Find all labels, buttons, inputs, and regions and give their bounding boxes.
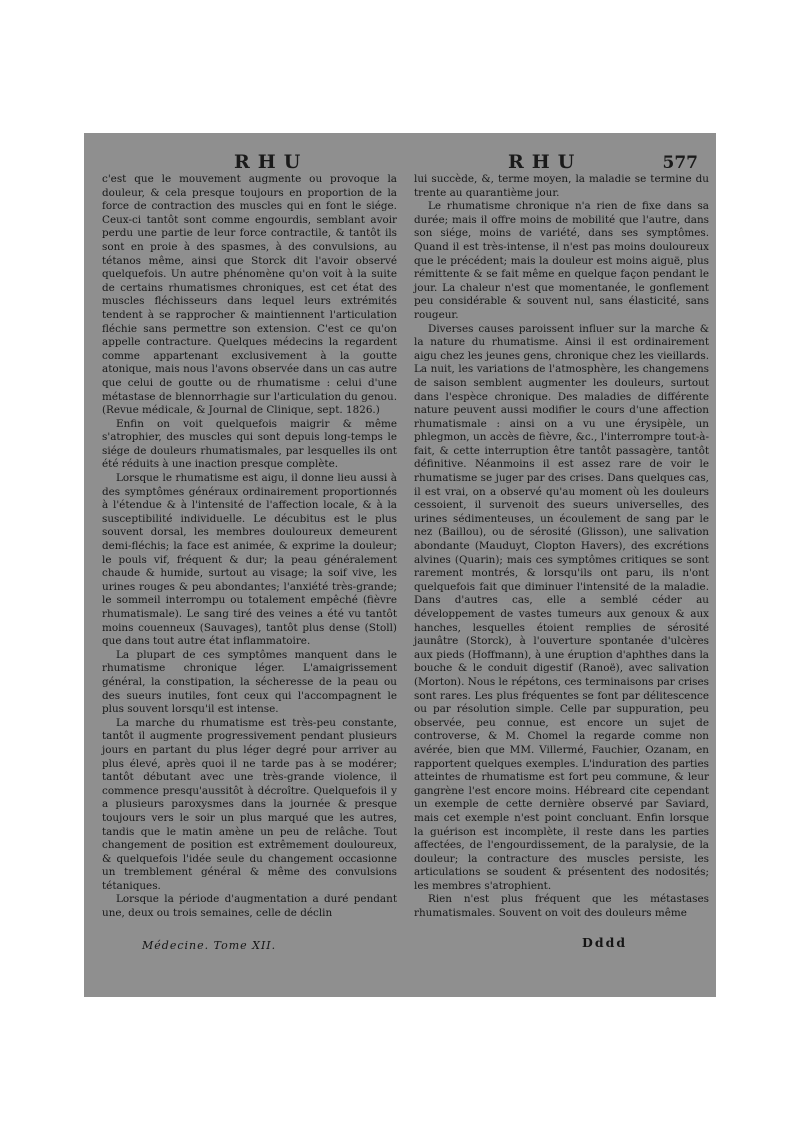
volume-signature: Médecine. Tome XII. [142,939,277,952]
paragraph: Lorsque le rhumatisme est aigu, il donne lieu aussi à des symptômes généraux ordinairement proportionnés à l'étendue & à l'intensité de l'affection locale, & à la susceptibilité individuelle. Le décubitus est le plus souvent dorsal, les membres douloureux demeurent demi-fléchis; la face est animée, & exprime la douleur; le pouls vif, fréquent & dur; la peau généralement chaude & humide, surtout au visage; la soif vive, les urines rouges & peu abondantes; l'anxiété très-grande; le sommeil interrompu ou totalement empêché (fièvre rhumatismale). Le sang tiré des veines a été vu tantôt moins couenneux (Sauvages), tantôt plus dense (Stoll) que dans tout autre état inflammatoire. [102,472,397,648]
paragraph: La marche du rhumatisme est très-peu constante, tantôt il augmente progressivement pendant plusieurs jours en partant du plus léger degré pour arriver au plus élevé, après quoi il ne tarde pas à se modérer; tantôt débutant avec une très-grande violence, il commence presqu'aussitôt à décroître. Quelquefois il y a plusieurs paroxysmes dans la journée & presque toujours vers le soir un plus marqué que les autres, tandis que le matin amène un peu de relâche. Tout changement de position est extrêmement douloureux, & quelquefois l'idée seule du changement occasionne un tremblement général & même des convulsions tétaniques. [102,716,397,892]
paragraph: lui succède, &, terme moyen, la maladie se termine du trente au quarantième jour. [414,173,709,199]
paragraph: c'est que le mouvement augmente ou provoque la douleur, & cela presque toujours en proportion de la force de contraction des muscles qui en font le siége. Ceux-ci tantôt sont comme engourdis, semblant avoir perdu une partie de leur force contractile, & tantôt ils sont en proie à des spasmes, à des convulsions, au tétanos même, ainsi que Storck dit l'avoir observé quelquefois. Un autre phénomène qu'on voit à la suite de certains rhumatismes chroniques, est cet état des muscles fléchisseurs dans lequel leurs extrémités tendent à se rapprocher & maintiennent l'articulation fléchie sans permettre son extension. C'est ce qu'on appelle contracture. Quelques médecins la regardent comme appartenant exclusivement à la goutte atonique, mais nous l'avons observée dans un cas autre que celui de goutte ou de rhumatisme : celui d'une métastase de blennorrhagie sur l'articulation du genou. (Revue médicale, & Journal de Clinique, sept. 1826.) [102,173,397,417]
page-number: 577 [662,153,698,173]
gathering-signature: Dddd [582,935,628,950]
paragraph: La plupart de ces symptômes manquent dans le rhumatisme chronique léger. L'amaigrissement général, la constipation, la sécheresse de la peau ou des sueurs inutiles, font ceux qui l'accompagnent le plus souvent lorsqu'il est intense. [102,648,397,716]
paragraph: Enfin on voit quelquefois maigrir & même s'atrophier, des muscles qui sont depuis long-temps le siége de douleurs rhumatismales, par lesquelles ils ont été réduits à une inaction presque complète. [102,417,397,471]
running-head-left: RHU [234,151,309,173]
running-head-right: RHU [508,151,583,173]
left-column [102,173,397,921]
right-column [414,173,709,921]
paragraph: Diverses causes paroissent influer sur la marche & la nature du rhumatisme. Ainsi il est ordinairement aigu chez les jeunes gens, chronique chez les vieillards. La nuit, les variations de l'atmosphère, les changemens de saison semblent augmenter les douleurs, surtout dans l'espèce chronique. Des maladies de différente nature peuvent aussi modifier le cours d'une affection rhumatismale : ainsi on a vu une érysipèle, un phlegmon, un accès de fièvre, &c., l'interrompre tout-à-fait, & cette interruption être tantôt passagère, tantôt définitive. Néanmoins il est assez rare de voir le rhumatisme se juger par des crises. Dans quelques cas, il est vrai, on a observé qu'au moment où les douleurs cessoient, il survenoit des sueurs universelles, des urines sédimenteuses, un écoulement de sang par le nez (Baillou), ou de sérosité (Glisson), une salivation abondante (Mauduyt, Clopton Havers), des excrétions alvines (Quarin); mais ces symptômes critiques se sont rarement montrés, & lorsqu'ils ont paru, ils n'ont quelquefois fait que diminuer l'intensité de la maladie. Dans d'autres cas, elle a semblé céder au développement de vastes tumeurs aux genoux & aux hanches, lesquelles étoient remplies de sérosité jaunâtre (Storck), à l'ouverture spontanée d'ulcères aux pieds (Hoffmann), à une éruption d'aphthes dans la bouche & le conduit digestif (Ranoë), avec salivation (Morton). Nous le répétons, ces terminaisons par crises sont rares. Les plus fréquentes se font par délitescence ou par résolution simple. Celle par suppuration, peu observée, peu connue, est encore un sujet de controverse, & M. Chomel la regarde comme non avérée, bien que MM. Villermé, Fauchier, Ozanam, en rapportent quelques exemples. L'induration des parties atteintes de rhumatisme est fort peu commune, & leur gangrène l'est encore moins. Hébreard cite cependant un exemple de cette dernière observé par Saviard, mais cet exemple n'est point concluant. Enfin lorsque la guérison est incomplète, il reste dans les parties affectées, de l'engourdissement, de la paralysie, de la douleur; la contracture des muscles persiste, les articulations se soudent & présentent des nodosités; les membres s'atrophient. [414,322,709,892]
paragraph: Le rhumatisme chronique n'a rien de fixe dans sa durée; mais il offre moins de mobilité que l'autre, dans son siége, moins de variété, dans ses symptômes. Quand il est très-intense, il n'est pas moins douloureux que le précédent; mais la douleur est moins aiguë, plus rémittente & se fait même en quelque façon pendant le jour. La chaleur n'est que momentanée, le gonflement peu considérable & souvent nul, sans élasticité, sans rougeur. [414,200,709,321]
paragraph: Rien n'est plus fréquent que les métastases rhumatismales. Souvent on voit des douleurs même [414,893,709,920]
paragraph: Lorsque la période d'augmentation a duré pendant une, deux ou trois semaines, celle de déclin [102,893,397,920]
scanned-page [84,133,716,997]
